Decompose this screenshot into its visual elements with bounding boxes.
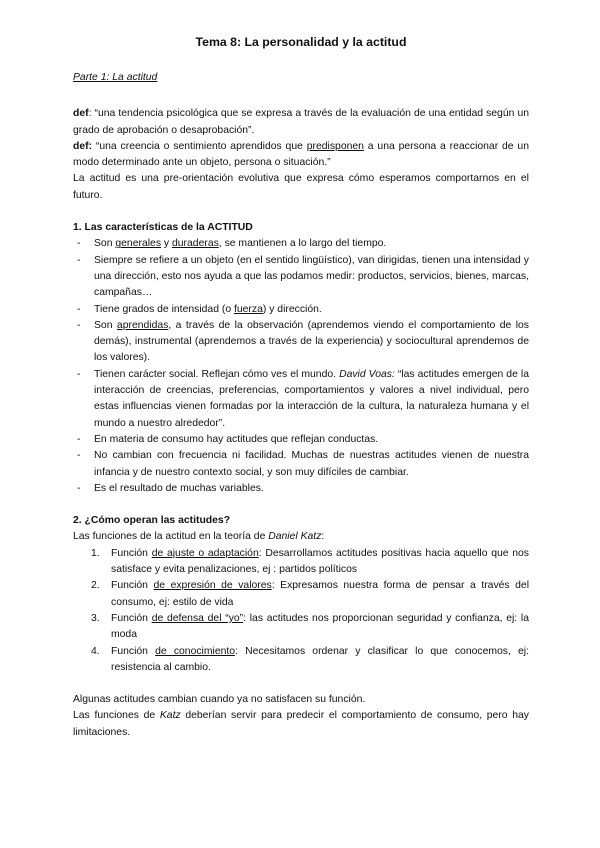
italic-author: Katz bbox=[159, 710, 181, 722]
underlined-term: de conocimiento bbox=[155, 645, 236, 657]
underlined-term: generales bbox=[115, 238, 162, 250]
list-item: 4. Función de conocimiento: Necesitamos ordenar y clasificar lo que conocemos, ej: resistencia al cambio. bbox=[91, 645, 530, 673]
definition-text: a una persona a reaccionar de un modo determinado ante un objeto, persona o situación.” bbox=[73, 140, 529, 169]
list-item: - Tienen carácter social. Reflejan cómo ves el mundo. David Voas: “las actitudes emergen de la interacción de creencias, preferencias, comportamientos y valores a nivel individual, pero estas influencias vienen formadas por la interacción de la cultura, la naturaleza humana y el mundo a nuestro alrededor”. bbox=[73, 367, 529, 432]
list-item: - Siempre se refiere a un objeto (en el sentido lingüístico), van dirigidas, tienen una intensidad y una dirección, esto nos ayuda a que las podamos medir: productos, servicios, bienes, marcas, campañas… bbox=[73, 253, 529, 302]
underlined-term: de defensa del “yo” bbox=[151, 612, 244, 624]
definition-label: def bbox=[73, 108, 89, 120]
list-item: 2. Función de expresión de valores: Expresamos nuestra forma de pensar a través del consumo, ej: estilo de vida bbox=[91, 580, 530, 608]
part-heading: Parte 1: La actitud bbox=[73, 72, 158, 83]
definition-1 bbox=[73, 106, 529, 139]
definition-label: def: bbox=[73, 140, 93, 152]
list-item: 3. Función de defensa del “yo”: las actitudes nos proporcionan seguridad y confianza, ej: la moda bbox=[91, 612, 529, 641]
italic-author: Daniel Katz bbox=[268, 531, 322, 543]
list-item: - Tiene grados de intensidad (o fuerza) y dirección. bbox=[73, 302, 529, 318]
section-1-heading: 1. Las características de la ACTITUD bbox=[73, 222, 253, 234]
closing-paragraph-1: Algunas actitudes cambian cuando ya no satisfacen su función. bbox=[73, 694, 366, 706]
list-item: - Es el resultado de muchas variables. bbox=[73, 481, 529, 497]
document-page bbox=[73, 34, 529, 741]
intro-paragraph: La actitud es una pre-orientación evolutiva que expresa cómo esperamos comportarnos en el futuro. bbox=[73, 173, 529, 201]
underlined-term: aprendidas bbox=[116, 319, 169, 331]
section-2-heading: 2. ¿Cómo operan las actitudes? bbox=[73, 515, 231, 527]
definition-text: “una tendencia psicológica que se expresa a través de la evaluación de una entidad según un grado de aprobación o desaprobación”. bbox=[73, 108, 529, 136]
definition-text: “una creencia o sentimiento aprendidos que bbox=[92, 140, 307, 152]
closing-paragraph-2: Las funciones de Katz deberían servir para predecir el comportamiento de consumo, pero hay limitaciones. bbox=[73, 710, 530, 738]
list-item: - Son generales y duraderas, se mantienen a lo largo del tiempo. bbox=[73, 236, 529, 252]
underlined-term: duraderas bbox=[172, 238, 219, 250]
definition-colon: : bbox=[88, 108, 92, 120]
list-item: - Son aprendidas, a través de la observación (aprendemos viendo el comportamiento de los demás), instrumental (aprendemos a través de la experiencia) y sociocultural aprendemos de los valores). bbox=[73, 318, 529, 367]
document-title: Tema 8: La personalidad y la actitud bbox=[195, 35, 407, 49]
list-item: - No cambian con frecuencia ni facilidad. Muchas de nuestras actitudes vienen de nuestra infancia y de nuestro contexto social, y son muy difíciles de cambiar. bbox=[73, 448, 529, 481]
underlined-term: de expresión de valores bbox=[153, 580, 272, 592]
definition-2 bbox=[73, 139, 529, 172]
list-item: 1. Función de ajuste o adaptación: Desarrollamos actitudes positivas hacia aquello que nos satisface y evita penalizaciones, ej : partidos políticos bbox=[91, 547, 529, 576]
list-item: - En materia de consumo hay actitudes que reflejan conductas. bbox=[73, 432, 529, 448]
functions-list bbox=[73, 546, 529, 676]
underlined-term: fuerza bbox=[233, 303, 263, 315]
characteristics-list bbox=[73, 236, 529, 497]
italic-author: David Voas: bbox=[339, 368, 395, 380]
section-2-intro: Las funciones de la actitud en la teoría de Daniel Katz: bbox=[73, 531, 325, 543]
underlined-term: predisponen bbox=[306, 140, 364, 152]
underlined-term: de ajuste o adaptación bbox=[151, 547, 259, 559]
